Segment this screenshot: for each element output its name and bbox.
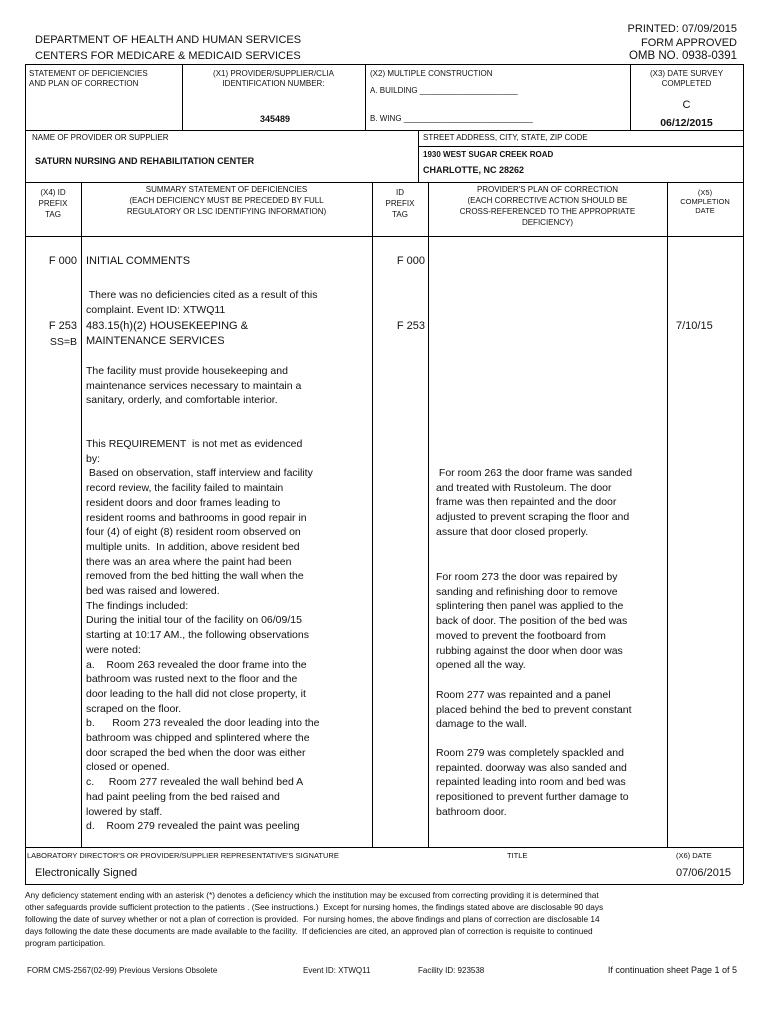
omb-number: OMB NO. 0938-0391 <box>628 50 737 62</box>
findings-text: This REQUIREMENT is not met as evidenced by: Based on observation, staff interview and facility record review, the facility failed to maintain resident doors and door frames leading to resident rooms and bathrooms in good repair in four (4) of eight (8) resident room observed on multiple units. In addition, above resident bed there was an area where the paint had been removed from the bed hitting the wall when the bed was raised and lowered. The findings included: During the initial tour of the facility on 06/09/15 starting at 10:17 AM., the following observations were noted: a. Room 263 revealed the door frame into the bathroom was rusted next to the floor and the door leading to the hall did not close property, it scraped on the floor. b. Room 273 revealed the door leading into the bathroom was chipped and splintered where the door scraped the bed when the door was either closed or opened. c. Room 277 revealed the wall behind bed A had paint peeling from the bed raised and lowered by staff. d. Room 279 revealed the paint was peeling <box>86 438 320 833</box>
x5-header-1: (X5) <box>697 188 713 197</box>
id-header-1: ID <box>396 188 404 197</box>
address-line-2: CHARLOTTE, NC 28262 <box>423 165 525 175</box>
tag-left-f253: F 253 <box>48 320 77 332</box>
provider-name: SATURN NURSING AND REHABILITATION CENTER <box>35 156 255 166</box>
rule <box>372 182 373 847</box>
rule <box>25 884 743 885</box>
x3-status: C <box>682 99 691 111</box>
rule <box>418 146 743 147</box>
rule <box>418 130 419 182</box>
date-label: (X6) DATE <box>676 851 712 860</box>
tag-right-f000: F 000 <box>396 255 425 267</box>
tag-left-f000: F 000 <box>48 255 77 267</box>
form-number: FORM CMS-2567(02-99) Previous Versions Obsolete <box>27 966 218 975</box>
disclaimer-text: Any deficiency statement ending with an asterisk (*) denotes a deficiency which the institution may be excused from correcting providing it is determined that other safeguards provide sufficient protection to the patients . (See instructions.) Except for nursing homes, the findings stated above are disclosable 90 days following the date of survey whether or not a plan of correction is provided. For nursing homes, the above findings and plans of correction are disclosable 14 days following the date these documents are made available to the facility. If deficiencies are cited, an approved plan of correction is requisite to continued program participation. <box>25 890 604 948</box>
page-indicator: If continuation sheet Page 1 of 5 <box>607 965 737 975</box>
x5-header-3: DATE <box>695 206 715 215</box>
x2-building: A. BUILDING ______________________ <box>370 86 518 95</box>
rule <box>25 236 743 237</box>
scope-severity: SS=B <box>49 336 77 348</box>
no-deficiencies-text: There was no deficiencies cited as a result of this complaint. Event ID: XTWQ11 <box>86 289 318 316</box>
event-id: Event ID: XTWQ11 <box>303 966 371 975</box>
x4-header-2: PREFIX <box>38 199 68 208</box>
form-approved: FORM APPROVED <box>641 37 737 49</box>
initial-comments: INITIAL COMMENTS <box>86 255 191 267</box>
plan-room-273: For room 273 the door was repaired by sanding and refinishing door to remove splintering then panel was applied to the back of door. The position of the bed was moved to prevent the footboard from rubbing against the door when door was opened all the way. <box>436 571 628 672</box>
plan-header-1: PROVIDER'S PLAN OF CORRECTION <box>476 185 619 194</box>
plan-room-279: Room 279 was completely spackled and repainted. doorway was also sanded and repainted leading into room and bed was repositioned to prevent further damage to bathroom door. <box>436 747 629 818</box>
signature-date: 07/06/2015 <box>676 867 732 879</box>
rule <box>81 182 82 847</box>
x5-header-2: COMPLETION <box>680 197 730 206</box>
x4-header-3: TAG <box>45 210 61 219</box>
id-header-3: TAG <box>392 210 408 219</box>
id-header-2: PREFIX <box>385 199 415 208</box>
plan-header-2: (EACH CORRECTIVE ACTION SHOULD BE <box>467 196 628 205</box>
address-label: STREET ADDRESS, CITY, STATE, ZIP CODE <box>423 133 588 142</box>
rule <box>25 64 743 65</box>
survey-date: 06/12/2015 <box>660 117 713 129</box>
plan-header-3: CROSS-REFERENCED TO THE APPROPRIATE <box>459 207 636 216</box>
x1-label-2: IDENTIFICATION NUMBER: <box>222 79 325 88</box>
statement-label-1: STATEMENT OF DEFICIENCIES <box>29 69 148 78</box>
x3-label-2: COMPLETED <box>661 79 712 88</box>
x1-label-1: (X1) PROVIDER/SUPPLIER/CLIA <box>213 69 334 78</box>
department-line-2: CENTERS FOR MEDICARE & MEDICAID SERVICES <box>35 50 301 62</box>
rule <box>25 847 743 848</box>
rule <box>25 64 26 884</box>
rule <box>743 64 744 884</box>
x2-wing: B. WING _____________________________ <box>370 114 533 123</box>
completion-date: 7/10/15 <box>676 320 713 332</box>
requirement-text: The facility must provide housekeeping and maintenance services necessary to maintain a sanitary, orderly, and comfortable interior. <box>86 365 302 407</box>
address-line-1: 1930 WEST SUGAR CREEK ROAD <box>423 150 554 159</box>
plan-room-277: Room 277 was repainted and a panel placed behind the bed to prevent constant damage to the wall. <box>436 689 632 731</box>
rule <box>667 182 668 847</box>
department-line-1: DEPARTMENT OF HEALTH AND HUMAN SERVICES <box>35 34 302 46</box>
rule <box>365 64 366 130</box>
f253-title: 483.15(h)(2) HOUSEKEEPING & MAINTENANCE SERVICES <box>86 320 249 347</box>
tag-right-f253: F 253 <box>396 320 425 332</box>
x4-header-1: (X4) ID <box>40 188 66 197</box>
plan-room-263: For room 263 the door frame was sanded and treated with Rustoleum. The door frame was then repainted and the door adjusted to prevent scraping the floor and assure that door closed properly. <box>436 467 633 538</box>
facility-id: Facility ID: 923538 <box>418 966 485 975</box>
statement-label-2: AND PLAN OF CORRECTION <box>29 79 139 88</box>
provider-label: NAME OF PROVIDER OR SUPPLIER <box>32 133 169 142</box>
signature-label: LABORATORY DIRECTOR'S OR PROVIDER/SUPPLIER REPRESENTATIVE'S SIGNATURE <box>27 851 339 860</box>
rule <box>25 182 743 183</box>
summary-header-1: SUMMARY STATEMENT OF DEFICIENCIES <box>145 185 308 194</box>
title-label: TITLE <box>507 851 528 860</box>
provider-id-number: 345489 <box>260 114 291 124</box>
signature-value: Electronically Signed <box>35 867 138 879</box>
x2-label: (X2) MULTIPLE CONSTRUCTION <box>370 69 493 78</box>
x3-label-1: (X3) DATE SURVEY <box>649 69 724 78</box>
rule <box>25 130 743 131</box>
plan-header-4: DEFICIENCY) <box>521 218 574 227</box>
summary-header-2: (EACH DEFICIENCY MUST BE PRECEDED BY FULL <box>129 196 324 205</box>
rule <box>428 182 429 847</box>
printed-date: PRINTED: 07/09/2015 <box>627 23 737 35</box>
summary-header-3: REGULATORY OR LSC IDENTIFYING INFORMATION) <box>126 207 327 216</box>
